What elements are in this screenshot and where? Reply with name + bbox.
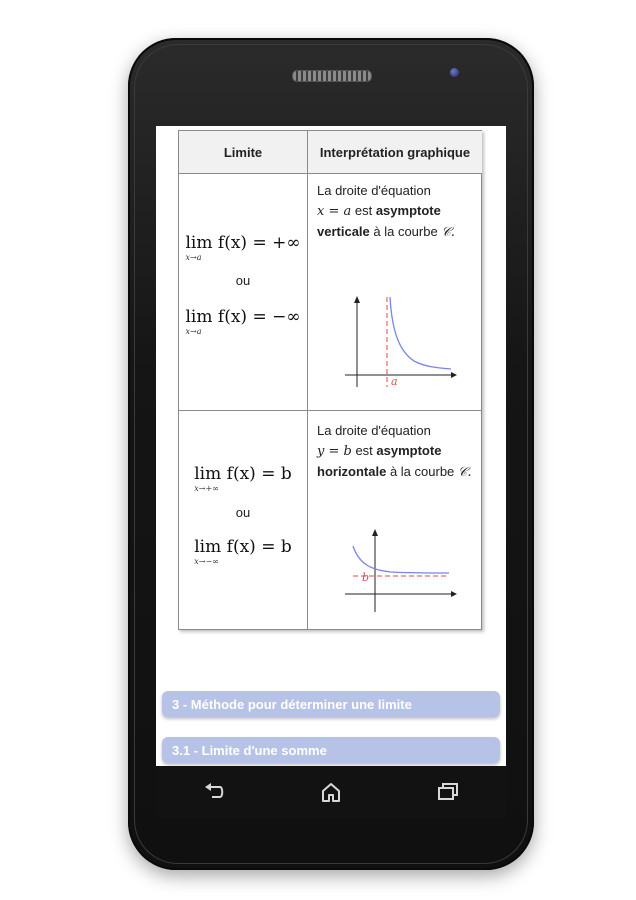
curve-symbol: 𝒞. bbox=[457, 465, 472, 480]
column-header-limit: Limite bbox=[179, 131, 307, 173]
earpiece-speaker bbox=[292, 70, 372, 82]
bold-term: verticale bbox=[317, 224, 370, 239]
limit-expression bbox=[179, 233, 307, 262]
interpretation-line: La droite d'équation bbox=[317, 423, 431, 438]
bold-term: asymptote bbox=[375, 203, 441, 218]
x-axis-arrow bbox=[451, 372, 457, 378]
section-header-method[interactable]: 3 - Méthode pour déterminer une limite bbox=[162, 691, 500, 717]
section-header-sum-limit[interactable]: 3.1 - Limite d'une somme bbox=[162, 737, 500, 763]
home-button[interactable] bbox=[301, 772, 361, 812]
limit-formula: lim f(x) = −∞ bbox=[185, 307, 301, 327]
equation: y = b bbox=[317, 444, 352, 459]
table-divider bbox=[307, 131, 308, 629]
limit-subscript: x→a bbox=[185, 327, 202, 336]
front-camera bbox=[450, 68, 459, 77]
curve-symbol: 𝒞. bbox=[441, 225, 455, 240]
limit-subscript: x→+∞ bbox=[194, 484, 219, 493]
text-fragment: est bbox=[351, 203, 376, 218]
recent-apps-icon bbox=[436, 782, 460, 802]
equation: x = a bbox=[317, 204, 352, 219]
asymptote-label: a bbox=[391, 375, 398, 388]
limits-table bbox=[178, 130, 482, 630]
interpretation-line: La droite d'équation bbox=[317, 183, 431, 198]
asymptote-label: b bbox=[362, 571, 370, 584]
y-axis-arrow bbox=[354, 296, 360, 303]
or-label: ou bbox=[235, 505, 251, 520]
limit-subscript: x→−∞ bbox=[194, 557, 219, 566]
interpretation-line bbox=[317, 462, 479, 483]
interpretation-line bbox=[317, 222, 479, 243]
text-fragment: est bbox=[351, 443, 377, 458]
bold-term: horizontale bbox=[317, 464, 387, 479]
recent-apps-button[interactable] bbox=[418, 772, 478, 812]
interpretation-line bbox=[317, 201, 479, 222]
column-header-interpretation: Interprétation graphique bbox=[308, 131, 482, 173]
limit-expression bbox=[179, 307, 307, 336]
interpretation-text bbox=[317, 421, 479, 483]
or-label: ou bbox=[235, 273, 251, 288]
limit-formula: lim f(x) = +∞ bbox=[185, 233, 301, 253]
limit-expression bbox=[179, 464, 307, 493]
text-fragment: à la courbe bbox=[386, 464, 458, 479]
home-icon bbox=[320, 781, 342, 803]
curve bbox=[390, 297, 451, 369]
vertical-asymptote-graph bbox=[339, 291, 459, 391]
table-divider bbox=[179, 410, 481, 411]
android-navigation-bar bbox=[156, 766, 506, 818]
curve bbox=[353, 546, 449, 573]
y-axis-arrow bbox=[372, 529, 378, 536]
bold-term: asymptote bbox=[376, 443, 442, 458]
limit-formula: lim f(x) = b bbox=[194, 537, 292, 557]
table-divider bbox=[179, 173, 481, 174]
text-fragment: à la courbe bbox=[369, 224, 442, 239]
x-axis-arrow bbox=[451, 591, 457, 597]
phone-frame bbox=[128, 38, 534, 870]
limit-formula: lim f(x) = b bbox=[194, 464, 292, 484]
app-screen[interactable] bbox=[156, 126, 506, 766]
limit-expression bbox=[179, 537, 307, 566]
interpretation-text bbox=[317, 181, 479, 243]
horizontal-asymptote-graph bbox=[339, 526, 459, 616]
interpretation-line bbox=[317, 441, 479, 462]
back-arrow-icon bbox=[203, 782, 225, 802]
limit-subscript: x→a bbox=[185, 253, 202, 262]
back-button[interactable] bbox=[184, 772, 244, 812]
